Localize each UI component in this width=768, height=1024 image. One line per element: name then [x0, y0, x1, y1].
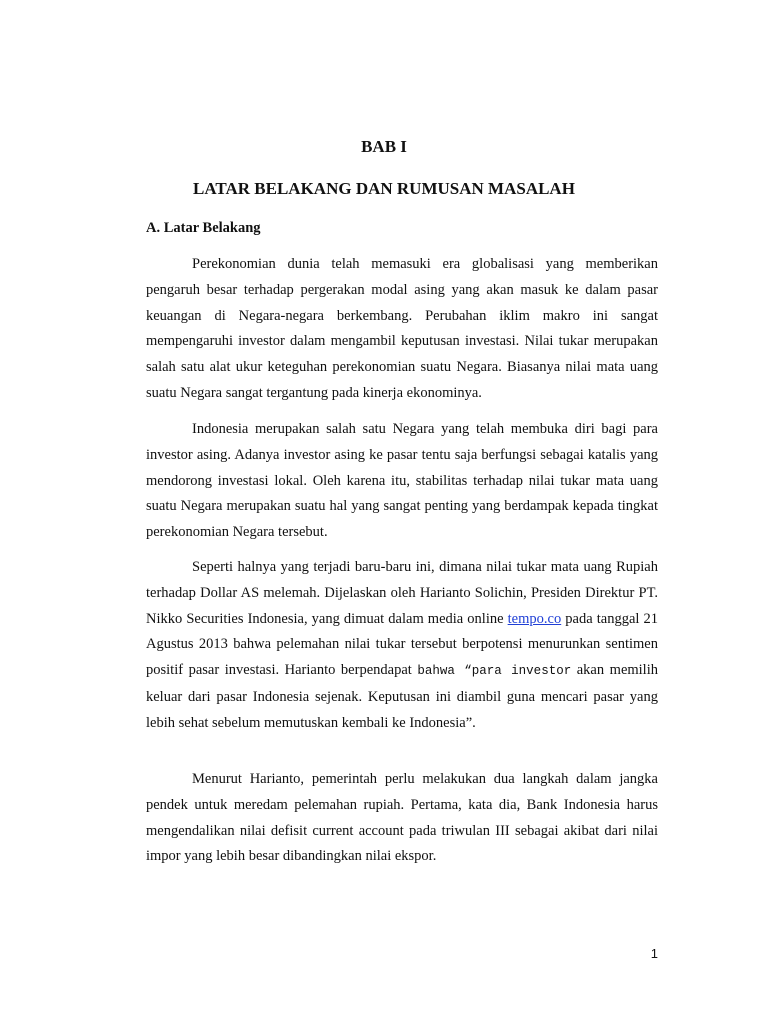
section-heading: A. Latar Belakang — [146, 220, 261, 236]
chapter-number: BAB I — [361, 137, 407, 156]
paragraph-3-text-middle: pada tanggal 21 Agustus 2013 bahwa pelemahan nilai tukar tersebut berpotensi menurunkan sentimen positif pasar investasi. Harianto berpendapat — [146, 610, 658, 679]
paragraph-3-text-end: akan memilih keluar dari pasar Indonesia sejenak. Keputusan ini diambil guna mencari pasar yang lebih sehat sebelum memutuskan kembali ke Indonesia”. — [146, 662, 658, 731]
chapter-title: LATAR BELAKANG DAN RUMUSAN MASALAH — [193, 179, 575, 198]
paragraph-3-text-start: Seperti halnya yang terjadi baru-baru ini, dimana nilai tukar mata uang Rupiah terhadap Dollar AS melemah. Dijelaskan oleh Harianto Solichin, Presiden Direktur PT. Nikko Securities Indonesia, yang dimuat dalam media online — [146, 559, 658, 627]
paragraph-4: Menurut Harianto, pemerintah perlu melakukan dua langkah dalam jangka pendek untuk meredam pelemahan rupiah. Pertama, kata dia, Bank Indonesia harus mengendalikan nilai defisit current account pada triwulan III sebagai akibat dari nilai impor yang lebih besar dibandingkan nilai ekspor. — [146, 771, 658, 865]
tempo-link[interactable]: tempo.co — [507, 610, 562, 627]
paragraph-1: Perekonomian dunia telah memasuki era globalisasi yang memberikan pengaruh besar terhadap pergerakan modal asing yang akan masuk ke dalam pasar keuangan di Negara-negara berkembang. Perubahan iklim makro ini sangat mempengaruhi investor dalam mengambil keputusan investasi. Nilai tukar merupakan salah satu alat ukur keteguhan perekonomian suatu Negara. Biasanya nilai mata uang suatu Negara sangat tergantung pada kinerja ekonominya. — [146, 256, 658, 401]
paragraph-3 — [146, 555, 658, 737]
paragraph-3-monospace-text: bahwa “para investor — [417, 664, 572, 679]
paragraph-2: Indonesia merupakan salah satu Negara yang telah membuka diri bagi para investor asing. Adanya investor asing ke pasar tentu saja berfungsi sebagai katalis yang mendorong investasi lokal. Oleh karena itu, stabilitas terhadap nilai tukar mata uang suatu Negara merupakan suatu hal yang sangat penting yang berdampak kepada tingkat perekonomian Negara tersebut. — [146, 421, 658, 541]
page-number: 1 — [650, 946, 658, 961]
